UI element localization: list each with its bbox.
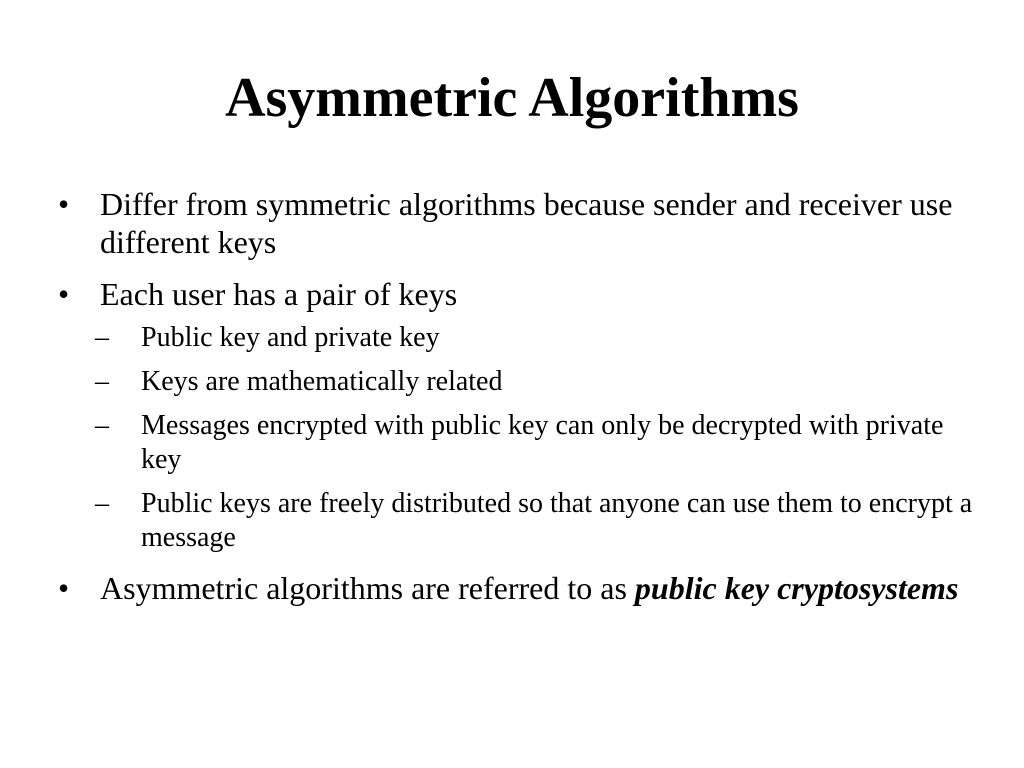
bullet-marker: • <box>58 570 70 606</box>
slide-title: Asymmetric Algorithms <box>225 67 799 129</box>
sub-bullet-marker: – <box>95 322 109 353</box>
sub-bullet-text: Public keys are freely distributed so that anyone can use them to encrypt a message <box>141 488 973 553</box>
bullet-marker: • <box>58 186 70 222</box>
sub-bullet-marker: – <box>95 366 109 397</box>
bullet-text: Asymmetric algorithms are referred to as <box>100 570 627 606</box>
bullet-text: Differ from symmetric algorithms because sender and receiver use different keys <box>100 186 953 260</box>
sub-bullet-item <box>95 365 978 399</box>
bullet-item <box>58 569 978 607</box>
sub-bullet-text: Public key and private key <box>141 322 440 353</box>
sub-bullet-text: Keys are mathematically related <box>141 366 503 397</box>
emphasized-term: public key cryptosystems <box>634 570 959 606</box>
sub-bullet-list <box>95 321 978 555</box>
sub-bullet-marker: – <box>95 488 109 519</box>
sub-bullet-text: Messages encrypted with public key can only be decrypted with private key <box>141 410 944 475</box>
bullet-list <box>58 185 978 621</box>
bullet-item <box>58 275 978 555</box>
bullet-item <box>58 185 978 261</box>
bullet-text: Each user has a pair of keys <box>100 276 458 312</box>
sub-bullet-item <box>95 487 978 555</box>
bullet-marker: • <box>58 276 70 312</box>
sub-bullet-item <box>95 409 978 477</box>
sub-bullet-item <box>95 321 978 355</box>
sub-bullet-marker: – <box>95 410 109 441</box>
